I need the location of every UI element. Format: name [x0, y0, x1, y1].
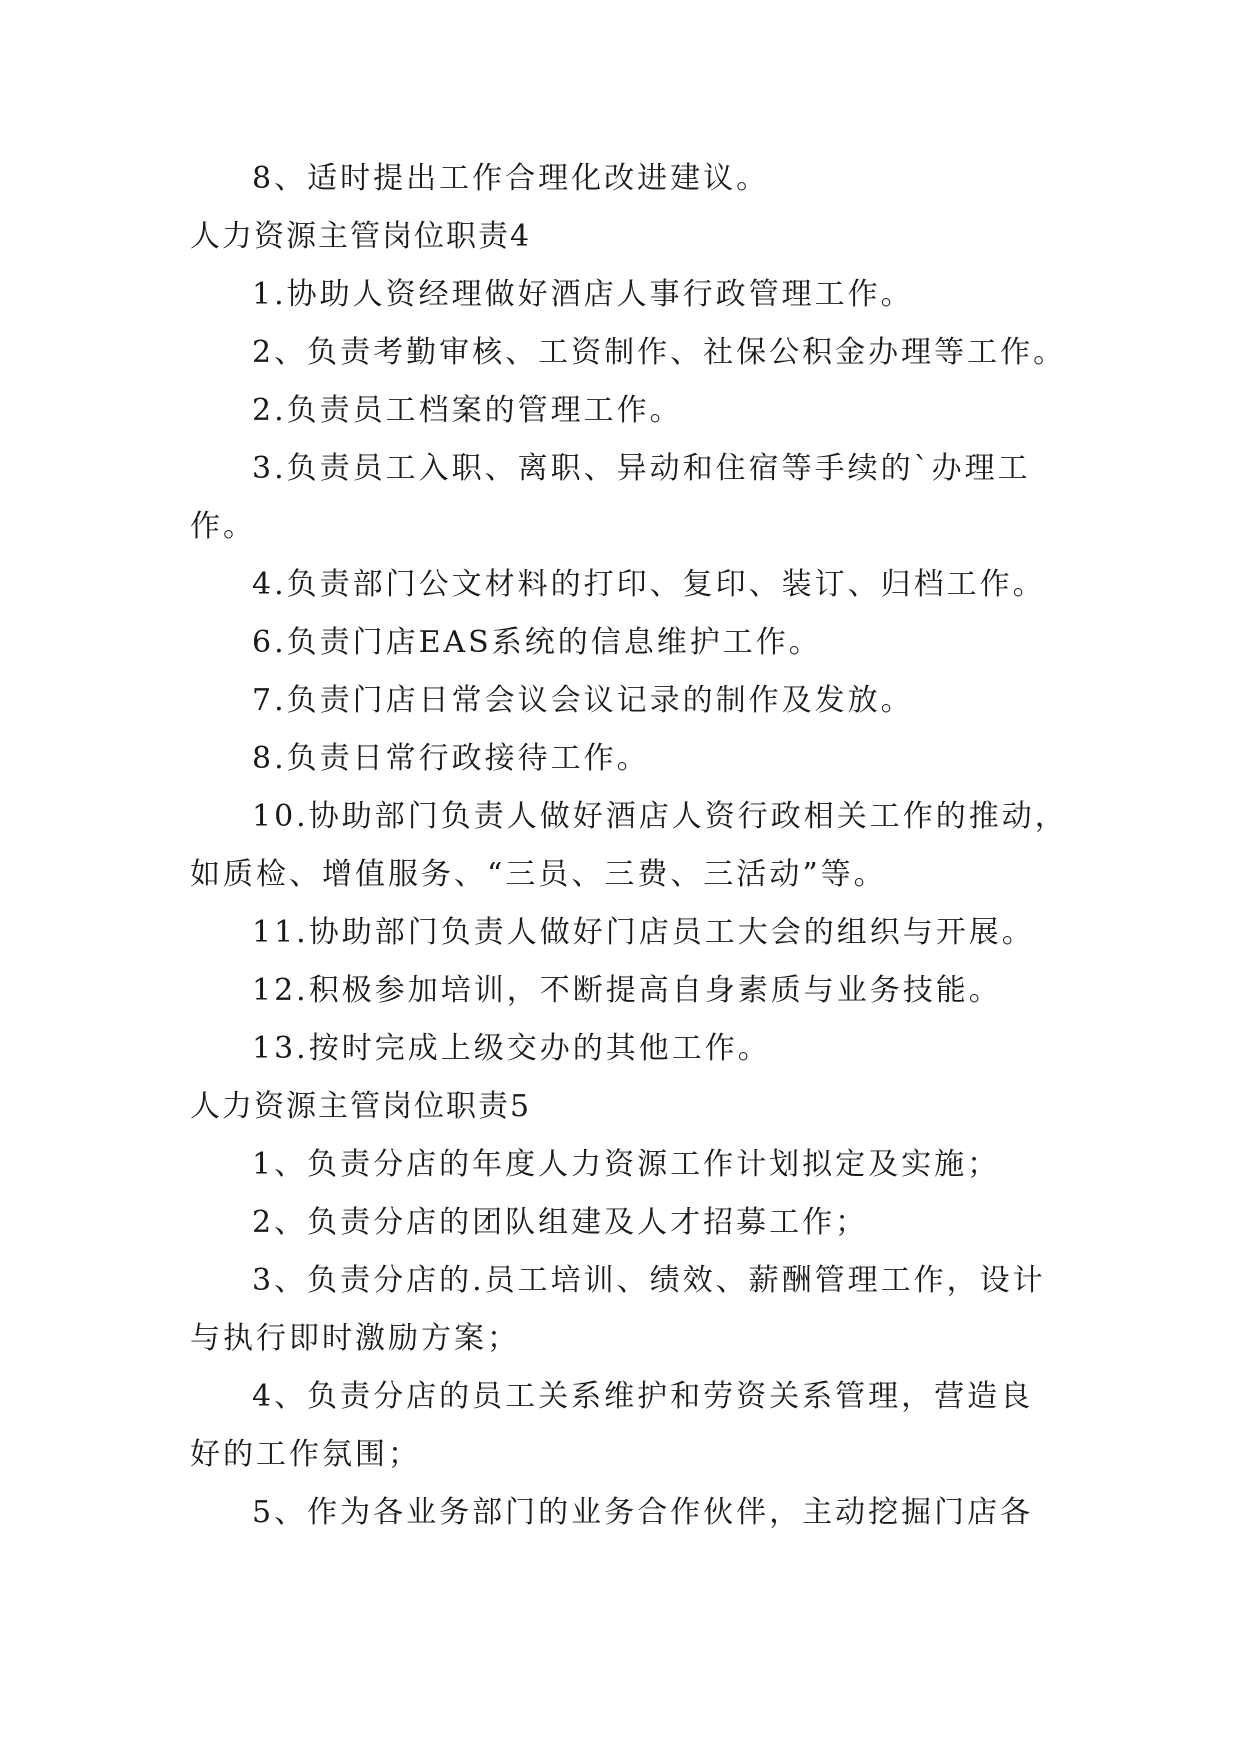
- paragraph-line: 7.负责门店日常会议会议记录的制作及发放。: [252, 683, 914, 718]
- paragraph-line: 1、负责分店的年度人力资源工作计划拟定及实施；: [252, 1147, 1001, 1182]
- paragraph-line: 2、负责考勤审核、工资制作、社保公积金办理等工作。: [252, 335, 1067, 370]
- paragraph-line: 作。: [190, 509, 256, 544]
- paragraph-line: 8、适时提出工作合理化改进建议。: [252, 161, 770, 196]
- paragraph-line: 1.协助人资经理做好酒店人事行政管理工作。: [252, 277, 914, 312]
- section-heading: 人力资源主管岗位职责5: [190, 1089, 532, 1124]
- paragraph-line: 8.负责日常行政接待工作。: [252, 741, 650, 776]
- paragraph-line: 好的工作氛围；: [190, 1437, 421, 1472]
- paragraph-line: 13.按时完成上级交办的其他工作。: [252, 1031, 771, 1066]
- paragraph-line: 3、负责分店的.员工培训、绩效、薪酬管理工作，设计: [252, 1263, 1046, 1298]
- paragraph-line: 2.负责员工档案的管理工作。: [252, 393, 683, 428]
- paragraph-line: 10.协助部门负责人做好酒店人资行政相关工作的推动，: [252, 799, 1068, 834]
- paragraph-line: 11.协助部门负责人做好门店员工大会的组织与开展。: [252, 915, 1035, 950]
- section-heading: 人力资源主管岗位职责4: [190, 219, 532, 254]
- paragraph-line: 4、负责分店的员工关系维护和劳资关系管理，营造良: [252, 1379, 1034, 1414]
- paragraph-line: 12.积极参加培训，不断提高自身素质与业务技能。: [252, 973, 1002, 1008]
- paragraph-line: 3.负责员工入职、离职、异动和住宿等手续的`办理工: [252, 451, 1031, 486]
- document-body: [190, 150, 1070, 1542]
- paragraph-line: 4.负责部门公文材料的打印、复印、装订、归档工作。: [252, 567, 1046, 602]
- paragraph-line: 6.负责门店EAS系统的信息维护工作。: [252, 625, 822, 660]
- paragraph-line: 2、负责分店的团队组建及人才招募工作；: [252, 1205, 869, 1240]
- paragraph-line: 如质检、增值服务、“三员、三费、三活动”等。: [190, 857, 887, 892]
- paragraph-line: 与执行即时激励方案；: [190, 1321, 520, 1356]
- paragraph-line: 5、作为各业务部门的业务合作伙伴，主动挖掘门店各: [252, 1495, 1034, 1530]
